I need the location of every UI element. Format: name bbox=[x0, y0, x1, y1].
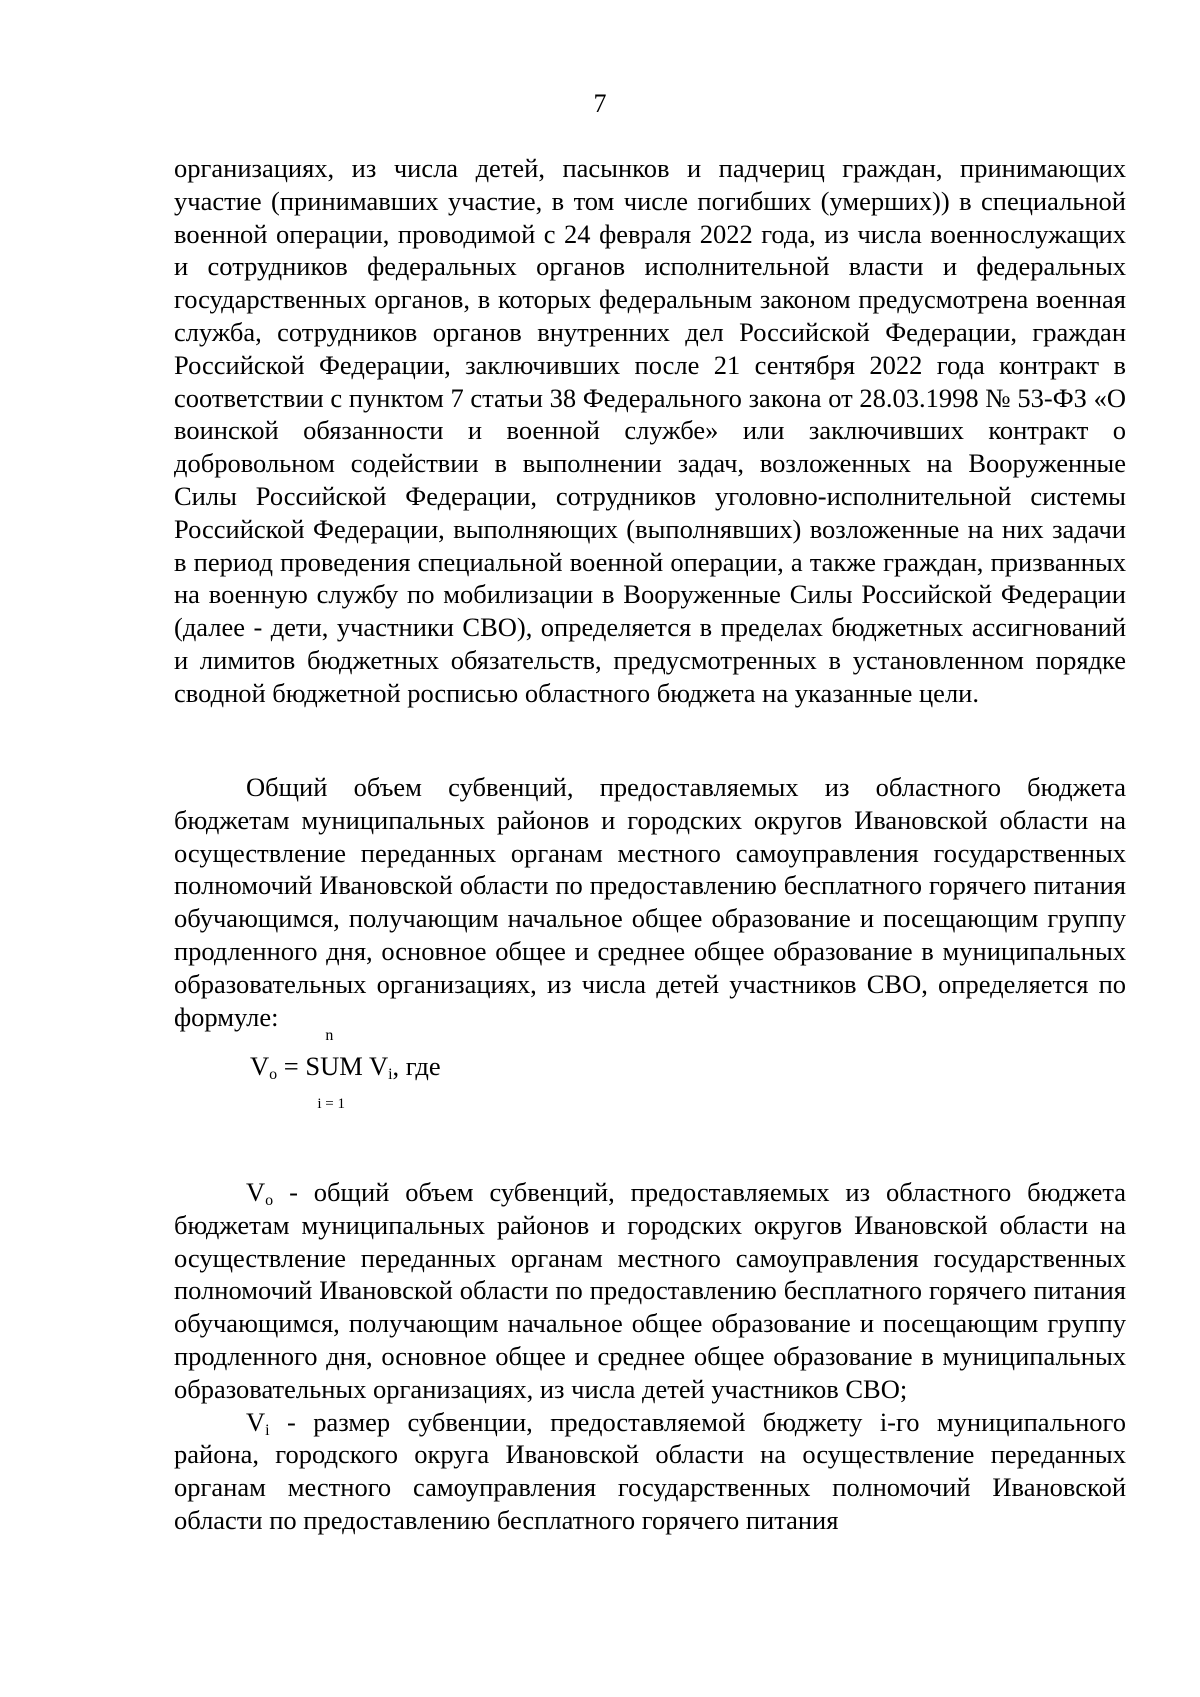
definition-vi-text: - размер субвенции, предоставляемой бюджету i-го муниципального района, городского округа Ивановской области на осуществление переданных органам местного самоуправления государственных полномочий Ивановской области по предоставлению бесплатного горячего питания bbox=[174, 1406, 1126, 1535]
definitions bbox=[174, 1176, 1126, 1537]
definition-vi-var: V bbox=[246, 1406, 266, 1437]
paragraph-text: Общий объем субвенций, предоставляемых из областного бюджета бюджетам муниципальных районов и городских округов Ивановской области на осуществление переданных органам местного самоуправления государственных полномочий Ивановской области по предоставлению бесплатного горячего питания обучающимся, получающим начальное общее образование и посещающим группу продленного дня, основное общее и среднее общее образование в муниципальных образовательных организациях, из числа детей участников СВО, определяется по формуле: bbox=[174, 772, 1126, 1032]
definition-vo bbox=[174, 1176, 1126, 1406]
formula-equals: = bbox=[283, 1051, 299, 1081]
formula-lhs-var: V bbox=[250, 1051, 270, 1081]
paragraph-continuation bbox=[174, 152, 1126, 710]
formula-rhs-sub: i bbox=[388, 1066, 393, 1083]
definition-vi-sub: i bbox=[265, 1421, 270, 1439]
paragraph-total-volume bbox=[174, 771, 1126, 1033]
definition-vo-sub: o bbox=[265, 1192, 274, 1209]
formula-rhs-var: V bbox=[368, 1051, 389, 1081]
definition-vo-var: V bbox=[246, 1177, 266, 1207]
definition-vi bbox=[174, 1406, 1126, 1537]
formula-lhs-sub: o bbox=[269, 1066, 278, 1083]
formula bbox=[250, 1027, 441, 1112]
formula-tail: , где bbox=[392, 1051, 441, 1081]
definition-vo-text: - общий объем субвенций, предоставляемых из областного бюджета бюджетам муниципальных районов и городских округов Ивановской области на осуществление переданных органам местного самоуправления государственных полномочий Ивановской области по предоставлению бесплатного горячего питания обучающимся, получающим начальное общее образование и посещающим группу продленного дня, основное общее и среднее общее образование в муниципальных образовательных организациях, из числа детей участников СВО; bbox=[174, 1177, 1126, 1404]
paragraph-text: организациях, из числа детей, пасынков и падчериц граждан, принимающих участие (принимавших участие, в том числе погибших (умерших)) в специальной военной операции, проводимой с 24 февраля 2022 года, из числа военнослужащих и сотрудников федеральных органов исполнительной власти и федеральных государственных органов, в которых федеральным законом предусмотрена военная служба, сотрудников органов внутренних дел Российской Федерации, граждан Российской Федерации, заключивших после 21 сентября 2022 года контракт в соответствии с пунктом 7 статьи 38 Федерального закона от 28.03.1998 № 53-ФЗ «О воинской обязанности и военной службе» или заключивших контракт о добровольном содействии в выполнении задач, возложенных на Вооруженные Силы Российской Федерации, сотрудников уголовно-исполнительной системы Российской Федерации, выполняющих (выполнявших) возложенные на них задачи в период проведения специальной военной операции, а также граждан, призванных на военную службу по мобилизации в Вооруженные Силы Российской Федерации (далее - дети, участники СВО), определяется в пределах бюджетных ассигнований и лимитов бюджетных обязательств, предусмотренных в установленном порядке сводной бюджетной росписью областного бюджета на указанные цели. bbox=[174, 153, 1126, 708]
page-number: 7 bbox=[593, 89, 607, 118]
formula-sum bbox=[305, 1027, 363, 1112]
formula-lower-limit: i = 1 bbox=[317, 1096, 345, 1112]
formula-upper-limit: n bbox=[325, 1027, 334, 1044]
formula-sum-label: SUM bbox=[305, 1051, 363, 1081]
